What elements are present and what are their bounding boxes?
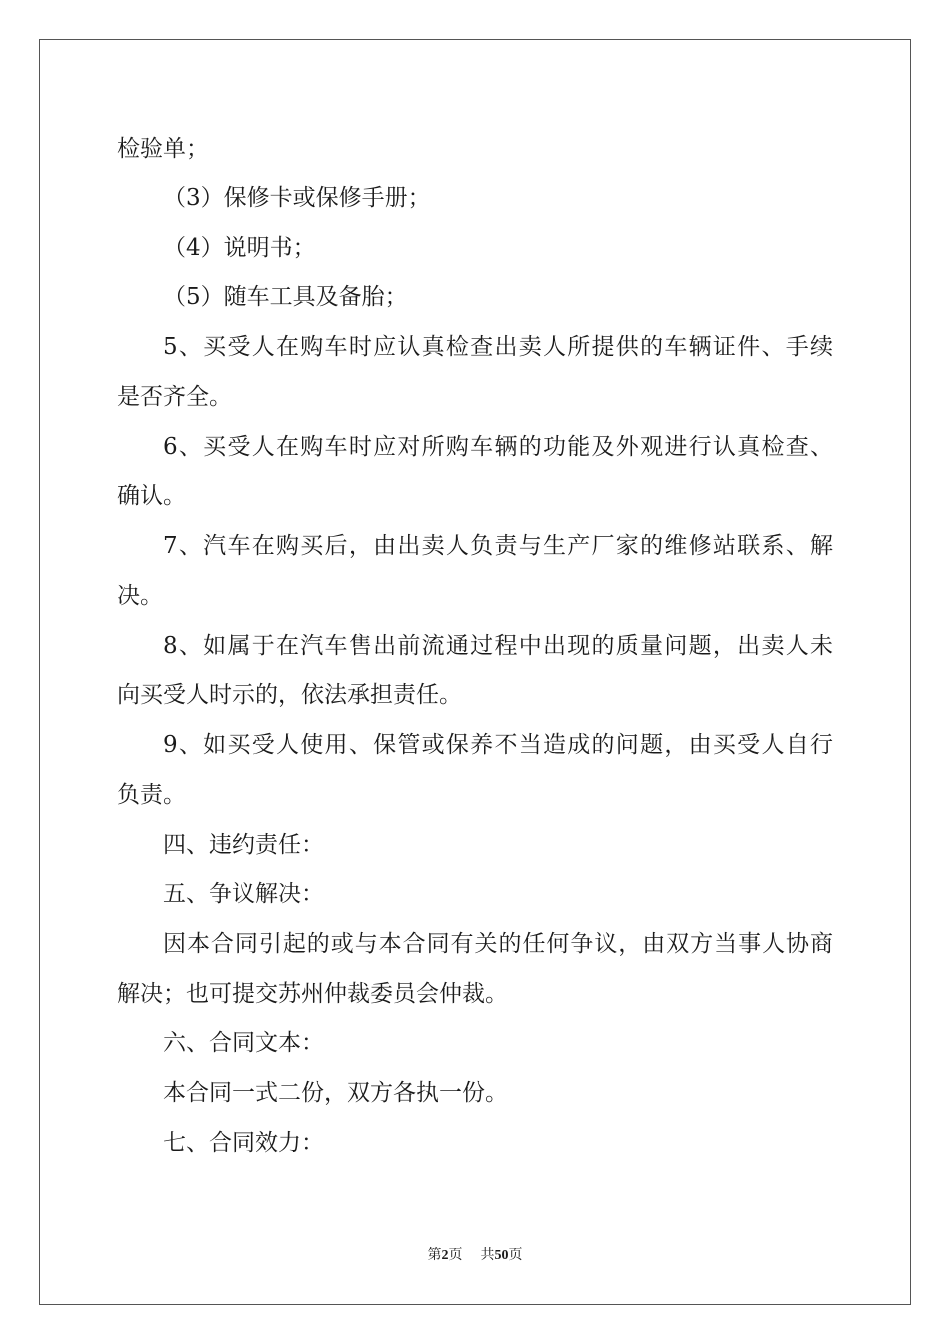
text-line: 向买受人时示的，依法承担责任。	[117, 682, 462, 708]
section-heading: 七、合同效力：	[163, 1130, 324, 1156]
section-heading: 四、违约责任：	[163, 832, 324, 858]
page-footer	[0, 1246, 950, 1266]
text-line: （5）随车工具及备胎；	[163, 284, 408, 310]
text-line: 7、汽车在购买后，由出卖人负责与生产厂家的维修站联系、解	[163, 533, 833, 559]
text-line: 9、如买受人使用、保管或保养不当造成的问题，由买受人自行	[163, 732, 833, 758]
text-line: 因本合同引起的或与本合同有关的任何争议，由双方当事人协商	[163, 931, 833, 957]
footer-page-unit: 页	[448, 1248, 463, 1263]
footer-total-pages: 50	[494, 1248, 509, 1263]
text-line: 是否齐全。	[117, 384, 232, 410]
text-line: 6、买受人在购车时应对所购车辆的功能及外观进行认真检查、	[163, 434, 833, 460]
footer-total-prefix: 共	[480, 1248, 495, 1263]
text-line: 决。	[117, 583, 163, 609]
text-line: 8、如属于在汽车售出前流通过程中出现的质量问题，出卖人未	[163, 633, 833, 659]
text-line: 负责。	[117, 782, 186, 808]
text-line: （3）保修卡或保修手册；	[163, 185, 431, 211]
footer-total-unit: 页	[508, 1248, 523, 1263]
footer-prefix: 第	[427, 1248, 442, 1263]
text-line: （4）说明书；	[163, 235, 316, 261]
section-heading: 六、合同文本：	[163, 1030, 324, 1056]
text-line: 本合同一式二份，双方各执一份。	[163, 1080, 508, 1106]
section-heading: 五、争议解决：	[163, 881, 324, 907]
text-line: 检验单；	[117, 136, 209, 162]
footer-page-number: 2	[441, 1248, 449, 1263]
text-line: 确认。	[117, 483, 186, 509]
text-line: 5、买受人在购车时应认真检查出卖人所提供的车辆证件、手续	[163, 334, 833, 360]
text-line: 解决；也可提交苏州仲裁委员会仲裁。	[117, 981, 508, 1007]
